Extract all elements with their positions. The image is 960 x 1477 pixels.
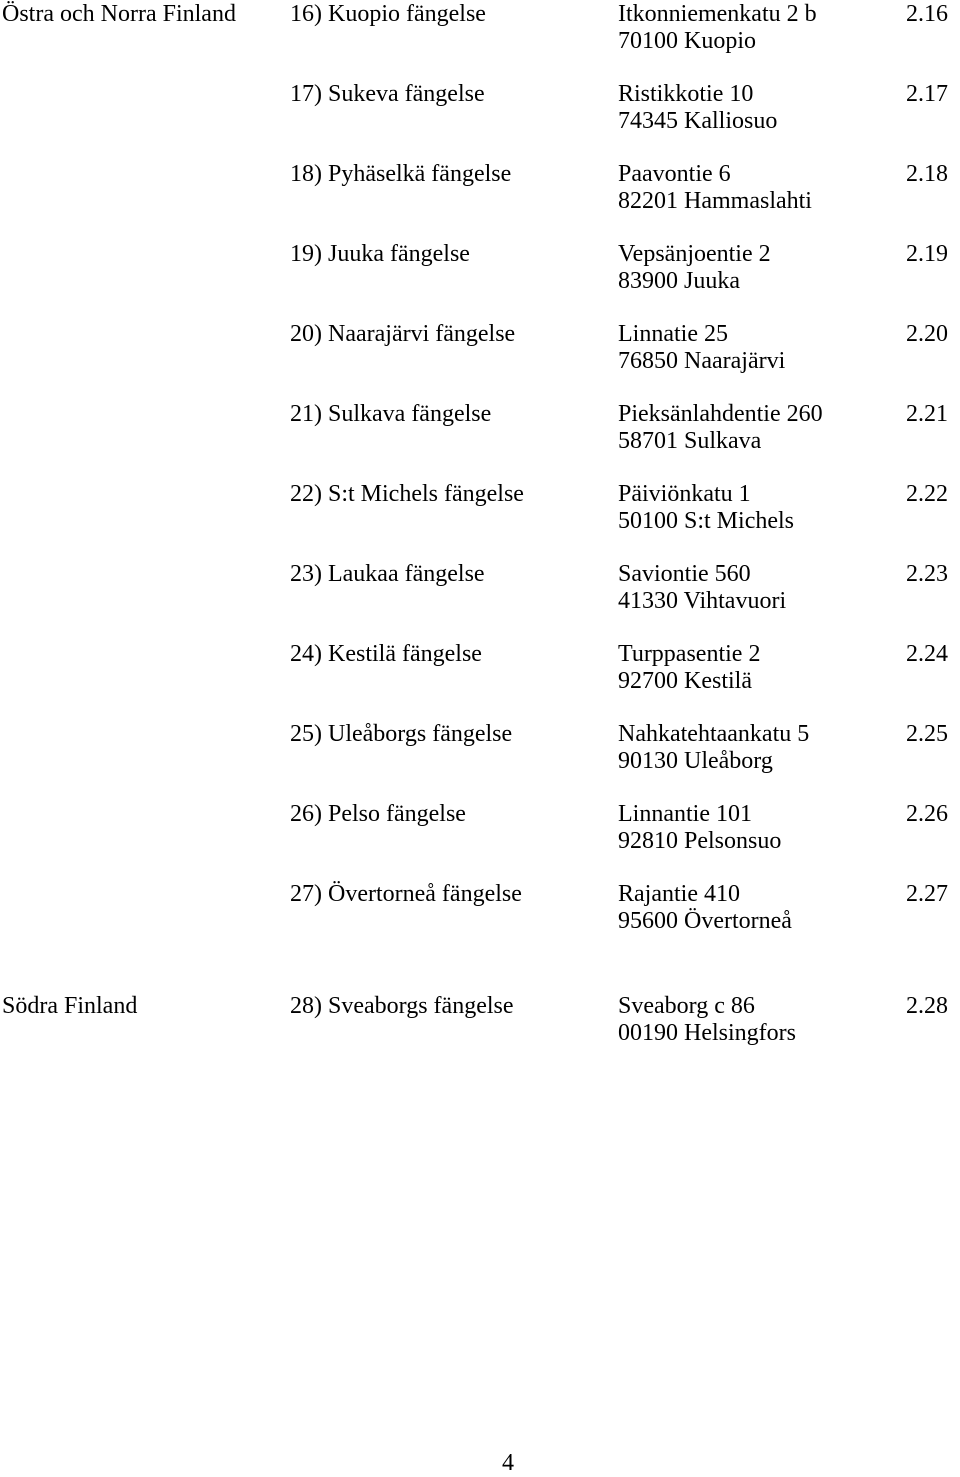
address-street: Pieksänlahdentie 260 bbox=[618, 401, 823, 427]
reference-number: 2.16 bbox=[906, 1, 948, 27]
address-street: Rajantie 410 bbox=[618, 881, 740, 907]
prison-name: 20) Naarajärvi fängelse bbox=[290, 321, 516, 347]
prison-entry bbox=[0, 241, 960, 321]
address-street: Itkonniemenkatu 2 b bbox=[618, 1, 817, 27]
prison-address bbox=[618, 881, 792, 935]
address-street: Paavontie 6 bbox=[618, 161, 731, 187]
address-city: 83900 Juuka bbox=[618, 268, 740, 294]
page-number: 4 bbox=[502, 1450, 514, 1476]
prison-address bbox=[618, 401, 823, 455]
address-city: 41330 Vihtavuori bbox=[618, 588, 787, 614]
prison-name: 22) S:t Michels fängelse bbox=[290, 481, 524, 507]
reference-number: 2.19 bbox=[906, 241, 948, 267]
address-street: Turppasentie 2 bbox=[618, 641, 761, 667]
address-city: 90130 Uleåborg bbox=[618, 748, 773, 774]
prison-entry bbox=[0, 321, 960, 401]
prison-name: 16) Kuopio fängelse bbox=[290, 1, 486, 27]
prison-address bbox=[618, 481, 794, 535]
reference-number: 2.26 bbox=[906, 801, 948, 827]
address-street: Nahkatehtaankatu 5 bbox=[618, 721, 810, 747]
address-street: Ristikkotie 10 bbox=[618, 81, 754, 107]
address-city: 50100 S:t Michels bbox=[618, 508, 795, 534]
prison-address bbox=[618, 801, 781, 855]
prison-address bbox=[618, 641, 760, 695]
address-street: Saviontie 560 bbox=[618, 561, 751, 587]
address-street: Päiviönkatu 1 bbox=[618, 481, 751, 507]
prison-name: 24) Kestilä fängelse bbox=[290, 641, 482, 667]
reference-number: 2.22 bbox=[906, 481, 948, 507]
prison-name: 17) Sukeva fängelse bbox=[290, 81, 485, 107]
prison-entry bbox=[0, 401, 960, 481]
reference-number: 2.25 bbox=[906, 721, 948, 747]
prison-entry bbox=[0, 1, 960, 81]
reference-number: 2.24 bbox=[906, 641, 948, 667]
prison-address bbox=[618, 321, 785, 375]
prison-entry bbox=[0, 481, 960, 561]
address-city: 95600 Övertorneå bbox=[618, 908, 792, 934]
prison-name: 28) Sveaborgs fängelse bbox=[290, 993, 514, 1019]
reference-number: 2.20 bbox=[906, 321, 948, 347]
reference-number: 2.28 bbox=[906, 993, 948, 1019]
prison-address bbox=[618, 993, 796, 1047]
address-street: Linnantie 101 bbox=[618, 801, 752, 827]
address-city: 58701 Sulkava bbox=[618, 428, 762, 454]
prison-address bbox=[618, 241, 771, 295]
reference-number: 2.23 bbox=[906, 561, 948, 587]
prison-address bbox=[618, 161, 812, 215]
address-street: Linnatie 25 bbox=[618, 321, 728, 347]
address-street: Vepsänjoentie 2 bbox=[618, 241, 771, 267]
address-city: 82201 Hammaslahti bbox=[618, 188, 812, 214]
reference-number: 2.21 bbox=[906, 401, 948, 427]
reference-number: 2.17 bbox=[906, 81, 948, 107]
prison-entry bbox=[0, 993, 960, 1073]
address-city: 92700 Kestilä bbox=[618, 668, 752, 694]
reference-number: 2.27 bbox=[906, 881, 948, 907]
address-city: 00190 Helsingfors bbox=[618, 1020, 796, 1046]
prison-name: 19) Juuka fängelse bbox=[290, 241, 470, 267]
prison-name: 18) Pyhäselkä fängelse bbox=[290, 161, 512, 187]
region-south-finland bbox=[0, 993, 960, 1073]
prison-address bbox=[618, 561, 786, 615]
prison-name: 25) Uleåborgs fängelse bbox=[290, 721, 513, 747]
region-east-north-finland bbox=[0, 1, 960, 961]
prison-address bbox=[618, 1, 817, 55]
address-street: Sveaborg c 86 bbox=[618, 993, 755, 1019]
prison-entry bbox=[0, 721, 960, 801]
reference-number: 2.18 bbox=[906, 161, 948, 187]
prison-entry bbox=[0, 81, 960, 161]
prison-name: 23) Laukaa fängelse bbox=[290, 561, 485, 587]
region-label: Södra Finland bbox=[2, 993, 138, 1019]
address-city: 74345 Kalliosuo bbox=[618, 108, 778, 134]
address-city: 70100 Kuopio bbox=[618, 28, 756, 54]
prison-name: 27) Övertorneå fängelse bbox=[290, 881, 522, 907]
prison-entry bbox=[0, 561, 960, 641]
address-city: 92810 Pelsonsuo bbox=[618, 828, 782, 854]
prison-entry bbox=[0, 641, 960, 721]
prison-address bbox=[618, 81, 777, 135]
prison-name: 21) Sulkava fängelse bbox=[290, 401, 492, 427]
prison-entry bbox=[0, 801, 960, 881]
region-label: Östra och Norra Finland bbox=[2, 1, 236, 27]
prison-entry bbox=[0, 881, 960, 961]
prison-entry bbox=[0, 161, 960, 241]
prison-name: 26) Pelso fängelse bbox=[290, 801, 466, 827]
prison-address bbox=[618, 721, 809, 775]
address-city: 76850 Naarajärvi bbox=[618, 348, 786, 374]
